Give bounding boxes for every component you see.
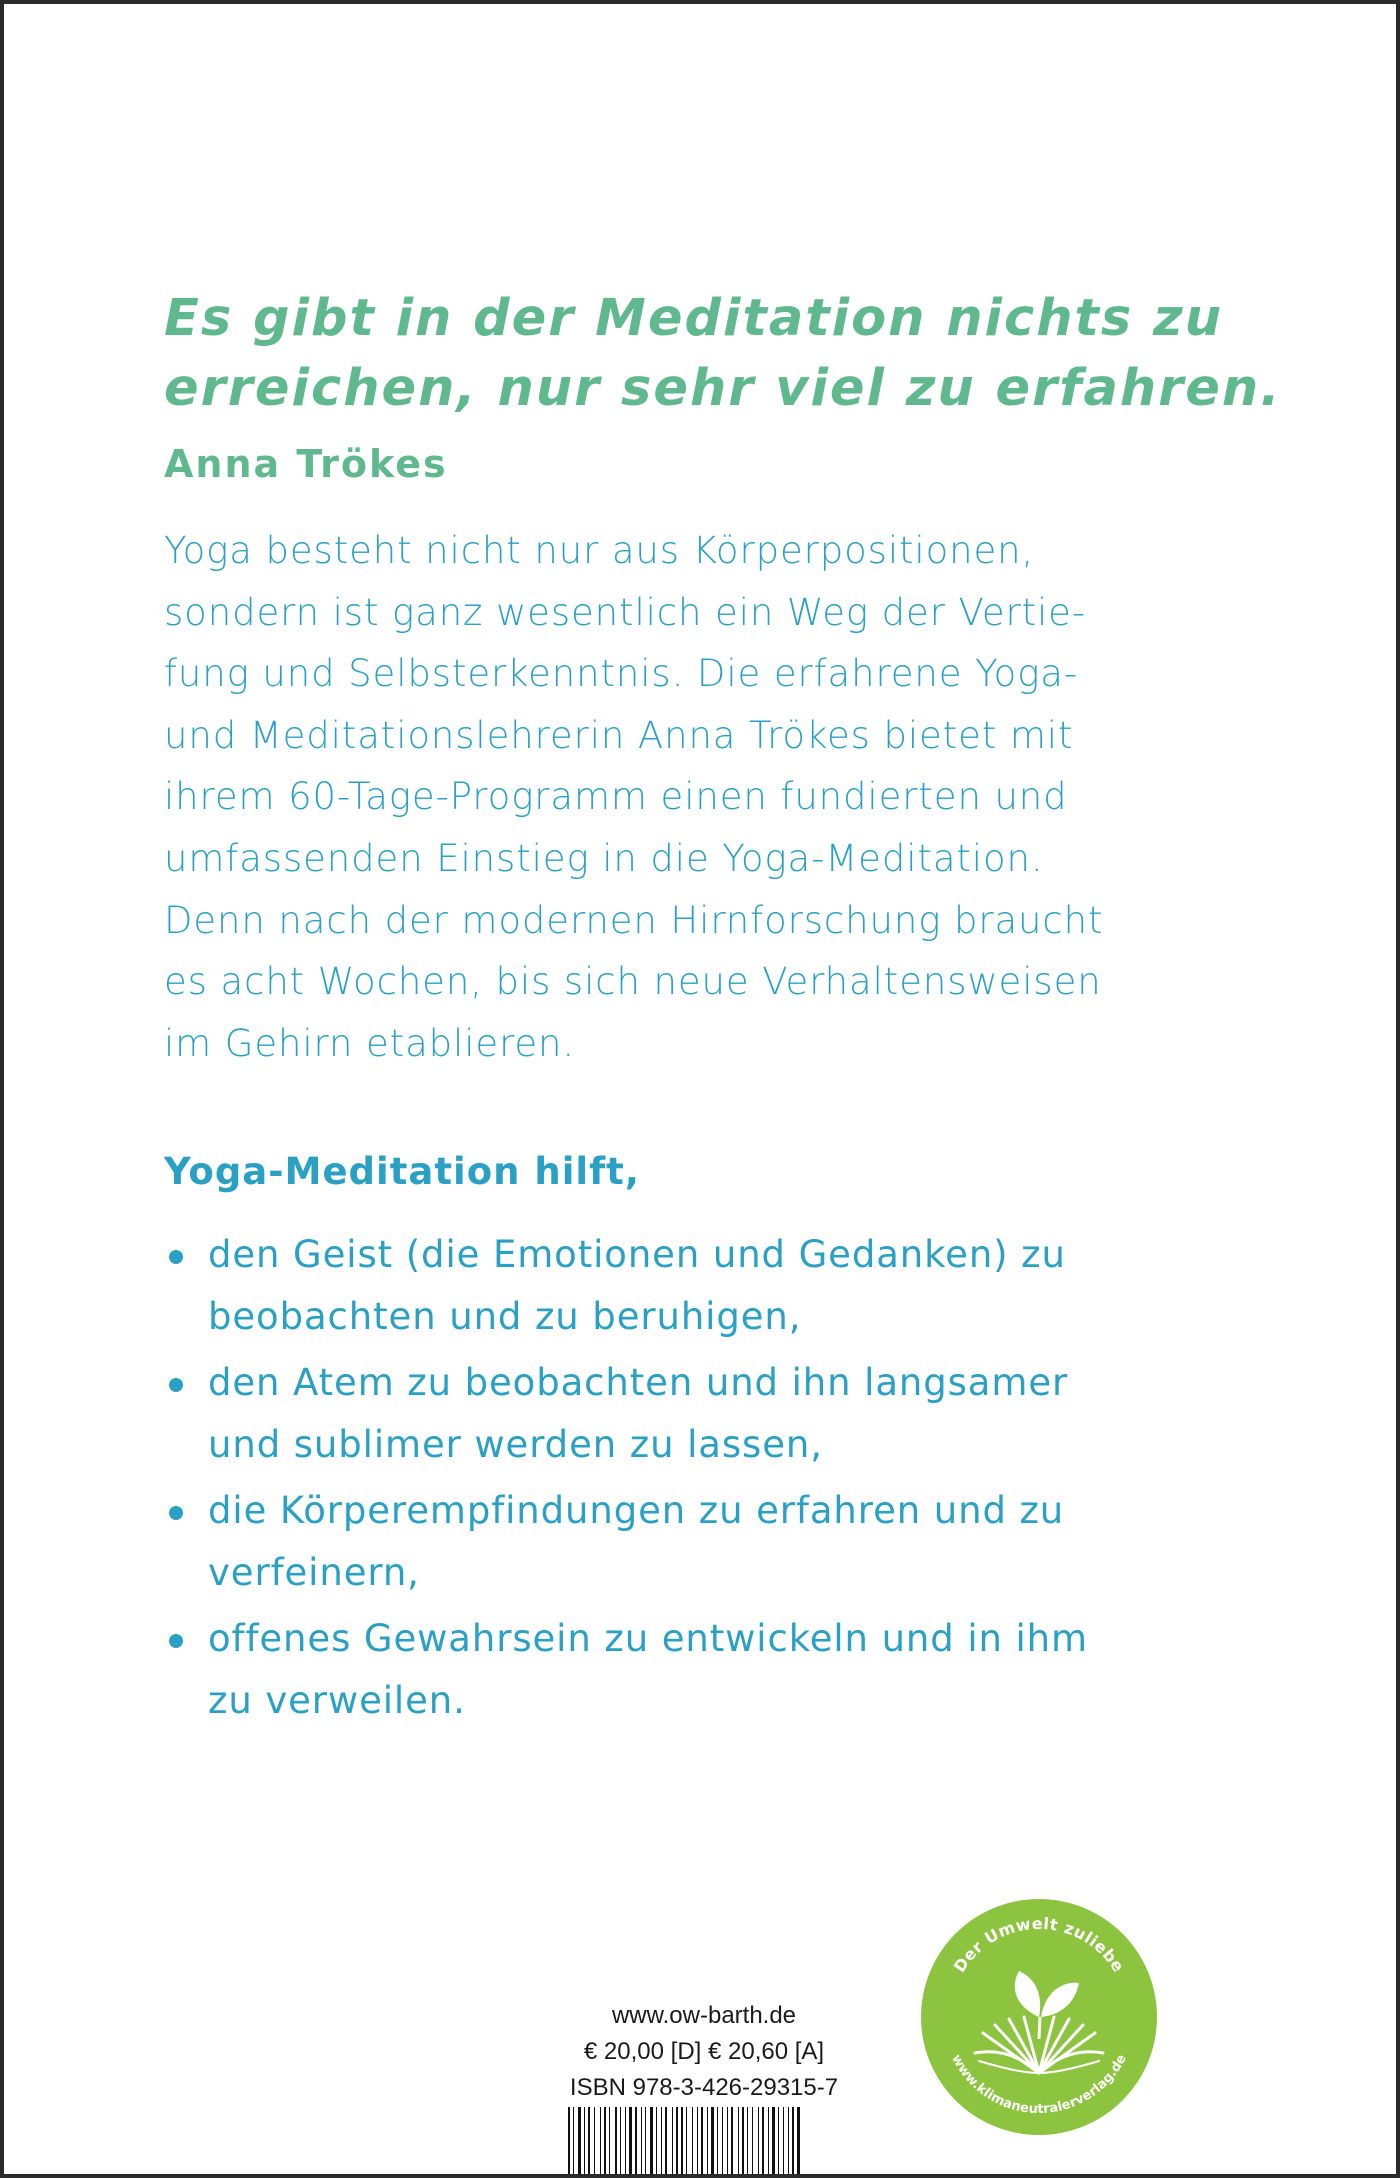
barcode-bar (797, 2107, 800, 2175)
barcode-bar (625, 2107, 626, 2175)
barcode-bar (742, 2107, 744, 2175)
barcode-bar (609, 2107, 610, 2175)
list-item-line: den Geist (die Emotionen und Gedanken) zu (208, 1233, 1066, 1276)
bullet-dot-icon (169, 1250, 183, 1264)
list-item (164, 1480, 1284, 1604)
barcode-bar (656, 2107, 657, 2175)
description-line: und Meditationslehrerin Anna Trökes bietet mit (164, 713, 1074, 757)
description-line: ihrem 60-Tage-Programm einen fundierten und (164, 775, 1068, 819)
barcode-bar (568, 2107, 570, 2175)
list-item-line: und sublimer werden zu lassen, (208, 1423, 823, 1466)
list-item-line: verfeinern, (208, 1551, 420, 1594)
barcode-bar (615, 2107, 617, 2175)
quote-line-1: Es gibt in der Meditation nichts zu (164, 289, 1224, 348)
description (164, 520, 1274, 1074)
list-item-line: offenes Gewahrsein zu entwickeln und in ihm (208, 1617, 1088, 1660)
barcode-bar (665, 2107, 667, 2175)
barcode-bar (681, 2107, 683, 2175)
description-line: fung und Selbsterkenntnis. Die erfahrene Yoga- (164, 652, 1079, 696)
barcode-bar (594, 2107, 595, 2175)
barcode-bar (578, 2107, 581, 2175)
barcode-bar (788, 2107, 789, 2175)
list-item-line: beobachten und zu beruhigen, (208, 1295, 802, 1338)
barcode-bar (762, 2107, 764, 2175)
barcode-bar (686, 2107, 687, 2175)
description-line: im Gehirn etablieren. (164, 1021, 576, 1065)
barcode-bar (650, 2107, 653, 2175)
list-item (164, 1352, 1284, 1476)
barcode-bar (778, 2107, 779, 2175)
barcode-bar (600, 2107, 601, 2175)
list-item (164, 1608, 1284, 1732)
quote-line-2: erreichen, nur sehr viel zu erfahren. (164, 359, 1282, 418)
isbn-label: ISBN 978-3-426-29315-7 (569, 2074, 839, 2101)
description-line: umfassenden Einstieg in die Yoga-Meditation. (164, 836, 1044, 880)
barcode-bar (676, 2107, 678, 2175)
publisher-info (562, 1998, 846, 2106)
barcode-bar (692, 2107, 693, 2175)
barcode-bar (711, 2107, 714, 2175)
description-line: Yoga besteht nicht nur aus Körperpositionen, (164, 529, 1035, 572)
helps-list (164, 1224, 1284, 1736)
barcode-bar (722, 2107, 723, 2175)
bullet-dot-icon (169, 1506, 183, 1520)
badge-top-text: Der Umwelt zuliebe (949, 1913, 1129, 1976)
barcode-bar (584, 2107, 585, 2175)
barcode-bar (672, 2107, 673, 2175)
barcode-bar (783, 2107, 784, 2175)
list-item (164, 1224, 1284, 1348)
barcode-bar (792, 2107, 794, 2175)
barcode-bar (731, 2107, 733, 2175)
barcode-bar (752, 2107, 753, 2175)
price-label: € 20,00 [D] € 20,60 [A] (583, 2038, 825, 2065)
barcode-bar (641, 2107, 642, 2175)
barcode-image (566, 2107, 842, 2175)
bullet-dot-icon (169, 1634, 183, 1648)
barcode-bar (727, 2107, 728, 2175)
bullet-dot-icon (169, 1378, 183, 1392)
list-item-line: den Atem zu beobachten und ihn langsamer (208, 1361, 1069, 1404)
helps-heading: Yoga-Meditation hilft, (164, 1150, 640, 1193)
barcode-bar (645, 2107, 646, 2175)
climate-neutral-badge (919, 1897, 1159, 2137)
barcode-bar (717, 2107, 718, 2175)
barcode-bar (661, 2107, 662, 2175)
barcode-bar (701, 2107, 703, 2175)
description-line: sondern ist ganz wesentlich ein Weg der Vertie- (164, 590, 1087, 634)
barcode-bar (697, 2107, 698, 2175)
quote-author: Anna Trökes (164, 442, 448, 486)
description-line: es acht Wochen, bis sich neue Verhaltensweisen (164, 960, 1102, 1004)
list-item-line: die Körperempfindungen zu erfahren und zu (208, 1489, 1065, 1532)
barcode-bar (635, 2107, 637, 2175)
barcode-bar (747, 2107, 748, 2175)
barcode-bar (620, 2107, 621, 2175)
barcode-bar (629, 2107, 632, 2175)
list-item-line: zu verweilen. (208, 1679, 466, 1722)
publisher-website: www.ow-barth.de (611, 2002, 797, 2029)
description-line: Denn nach der modernen Hirnforschung braucht (164, 898, 1104, 942)
barcode-bar (758, 2107, 759, 2175)
barcode-bar (768, 2107, 769, 2175)
barcode-bar (588, 2107, 590, 2175)
barcode-bar (707, 2107, 708, 2175)
barcode-bar (604, 2107, 606, 2175)
barcode-bar (772, 2107, 775, 2175)
badge-bottom-text: www.klimaneutralerverlag.de (948, 2052, 1130, 2118)
barcode-bar (573, 2107, 574, 2175)
barcode-bar (738, 2107, 739, 2175)
quote (164, 284, 1284, 424)
